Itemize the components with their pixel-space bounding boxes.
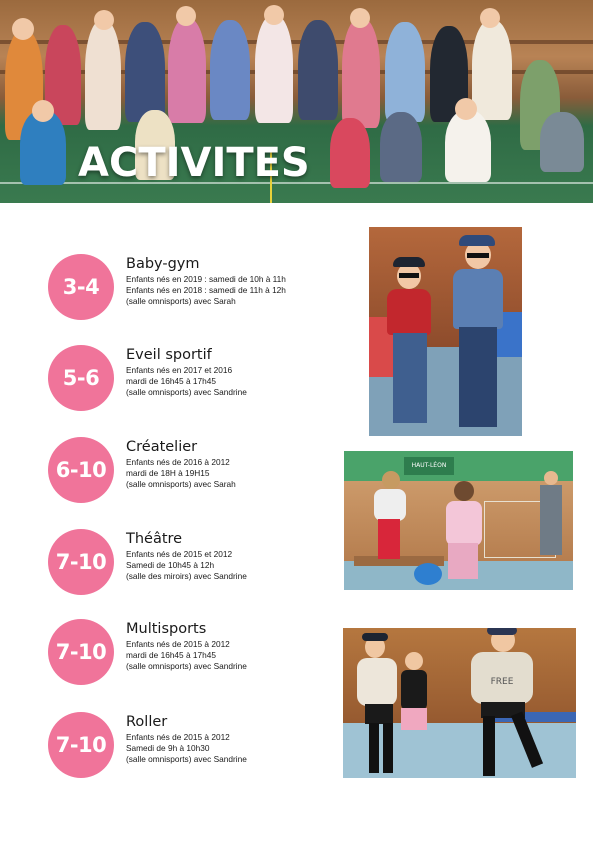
activity-detail: (salle des miroirs) avec Sandrine bbox=[126, 571, 247, 581]
activity-info bbox=[126, 714, 356, 765]
child-head bbox=[32, 100, 54, 122]
shirt-free: FREE bbox=[471, 652, 533, 704]
child bbox=[298, 20, 338, 120]
child bbox=[445, 110, 491, 182]
activity-detail: (salle omnisports) avec Sarah bbox=[126, 296, 236, 306]
cap bbox=[393, 257, 425, 267]
child-head bbox=[455, 98, 477, 120]
child bbox=[385, 22, 425, 122]
activity-name: Créatelier bbox=[126, 439, 198, 455]
activity-multisports bbox=[48, 619, 358, 689]
activity-name: Théâtre bbox=[126, 531, 183, 547]
boy-body bbox=[540, 485, 562, 555]
activity-name: Eveil sportif bbox=[126, 347, 212, 363]
shorts bbox=[365, 704, 393, 724]
child bbox=[210, 20, 250, 120]
girl-head bbox=[405, 652, 423, 670]
activity-detail: Samedi de 9h à 10h30 bbox=[126, 743, 210, 753]
activity-detail: (salle omnisports) avec Sandrine bbox=[126, 754, 247, 764]
sunglasses bbox=[399, 273, 419, 278]
pants bbox=[378, 519, 400, 559]
activity-baby-gym bbox=[48, 254, 358, 324]
child bbox=[125, 22, 165, 122]
activity-theatre bbox=[48, 529, 358, 599]
activity-detail: Enfants nés en 2017 et 2016 bbox=[126, 365, 233, 375]
child bbox=[540, 112, 584, 172]
girl-head bbox=[454, 481, 474, 501]
activity-detail: (salle omnisports) avec Sandrine bbox=[126, 387, 247, 397]
cap bbox=[362, 633, 388, 641]
header-group-photo bbox=[0, 0, 593, 203]
activity-detail: (salle omnisports) avec Sarah bbox=[126, 479, 236, 489]
child-head bbox=[480, 8, 500, 28]
photo-two-boys bbox=[369, 227, 522, 436]
child bbox=[472, 20, 512, 120]
checked-shirt bbox=[387, 289, 431, 335]
checked-shirt bbox=[453, 269, 503, 329]
child bbox=[342, 18, 380, 128]
activity-info bbox=[126, 439, 356, 490]
child-head bbox=[94, 10, 114, 30]
activity-info bbox=[126, 256, 356, 307]
child bbox=[85, 20, 121, 130]
activity-info bbox=[126, 621, 356, 672]
activity-detail: Enfants nés en 2018 : samedi de 11h à 12h bbox=[126, 285, 286, 295]
activity-detail: Samedi de 10h45 à 12h bbox=[126, 560, 215, 570]
jeans bbox=[393, 333, 427, 423]
activity-name: Baby-gym bbox=[126, 256, 200, 272]
activity-detail: Enfants nés de 2016 à 2012 bbox=[126, 457, 230, 467]
skirt bbox=[448, 543, 478, 579]
child-head bbox=[264, 5, 284, 25]
shirt bbox=[374, 489, 406, 521]
child bbox=[255, 15, 293, 123]
cap bbox=[487, 628, 517, 635]
jeans bbox=[459, 327, 497, 427]
age-badge: 7-10 bbox=[48, 712, 114, 778]
girl-head bbox=[382, 471, 400, 489]
child-head bbox=[176, 6, 196, 26]
activity-detail: Enfants nés de 2015 à 2012 bbox=[126, 639, 230, 649]
activity-eveil-sportif bbox=[48, 345, 358, 415]
age-badge: 3-4 bbox=[48, 254, 114, 320]
leg bbox=[383, 723, 393, 773]
activity-detail: Enfants nés de 2015 et 2012 bbox=[126, 549, 233, 559]
activity-detail: (salle omnisports) avec Sandrine bbox=[126, 661, 247, 671]
age-badge: 6-10 bbox=[48, 437, 114, 503]
activity-name: Roller bbox=[126, 714, 168, 730]
banner-sign: HAUT-LÉON bbox=[404, 457, 454, 475]
activity-createlier bbox=[48, 437, 358, 507]
child bbox=[168, 18, 206, 123]
skirt bbox=[401, 708, 427, 730]
age-badge: 5-6 bbox=[48, 345, 114, 411]
page-title: ACTIVITES bbox=[78, 140, 310, 186]
activity-info bbox=[126, 531, 356, 582]
age-badge: 7-10 bbox=[48, 529, 114, 595]
child bbox=[380, 112, 422, 182]
shirt bbox=[446, 501, 482, 546]
cap bbox=[459, 235, 495, 246]
leg bbox=[483, 716, 495, 776]
banner-wall bbox=[344, 451, 573, 481]
child-head bbox=[350, 8, 370, 28]
child-head bbox=[12, 18, 34, 40]
shirt bbox=[357, 658, 397, 706]
age-badge: 7-10 bbox=[48, 619, 114, 685]
activity-detail: Enfants nés en 2019 : samedi de 10h à 11h bbox=[126, 274, 286, 284]
photo-gym-game bbox=[344, 451, 573, 590]
activity-info bbox=[126, 347, 356, 398]
sunglasses bbox=[467, 253, 489, 258]
activity-detail: Enfants nés de 2015 à 2012 bbox=[126, 732, 230, 742]
activity-name: Multisports bbox=[126, 621, 207, 637]
shirt bbox=[401, 670, 427, 710]
activity-detail: mardi de 16h45 à 17h45 bbox=[126, 376, 216, 386]
activity-detail: mardi de 16h45 à 17h45 bbox=[126, 650, 216, 660]
ball bbox=[414, 563, 442, 585]
activity-roller bbox=[48, 712, 358, 782]
child bbox=[330, 118, 370, 188]
photo-two-girls bbox=[343, 628, 576, 778]
leg bbox=[369, 723, 379, 773]
activity-detail: mardi de 18H à 19H15 bbox=[126, 468, 210, 478]
boy-head bbox=[544, 471, 558, 485]
